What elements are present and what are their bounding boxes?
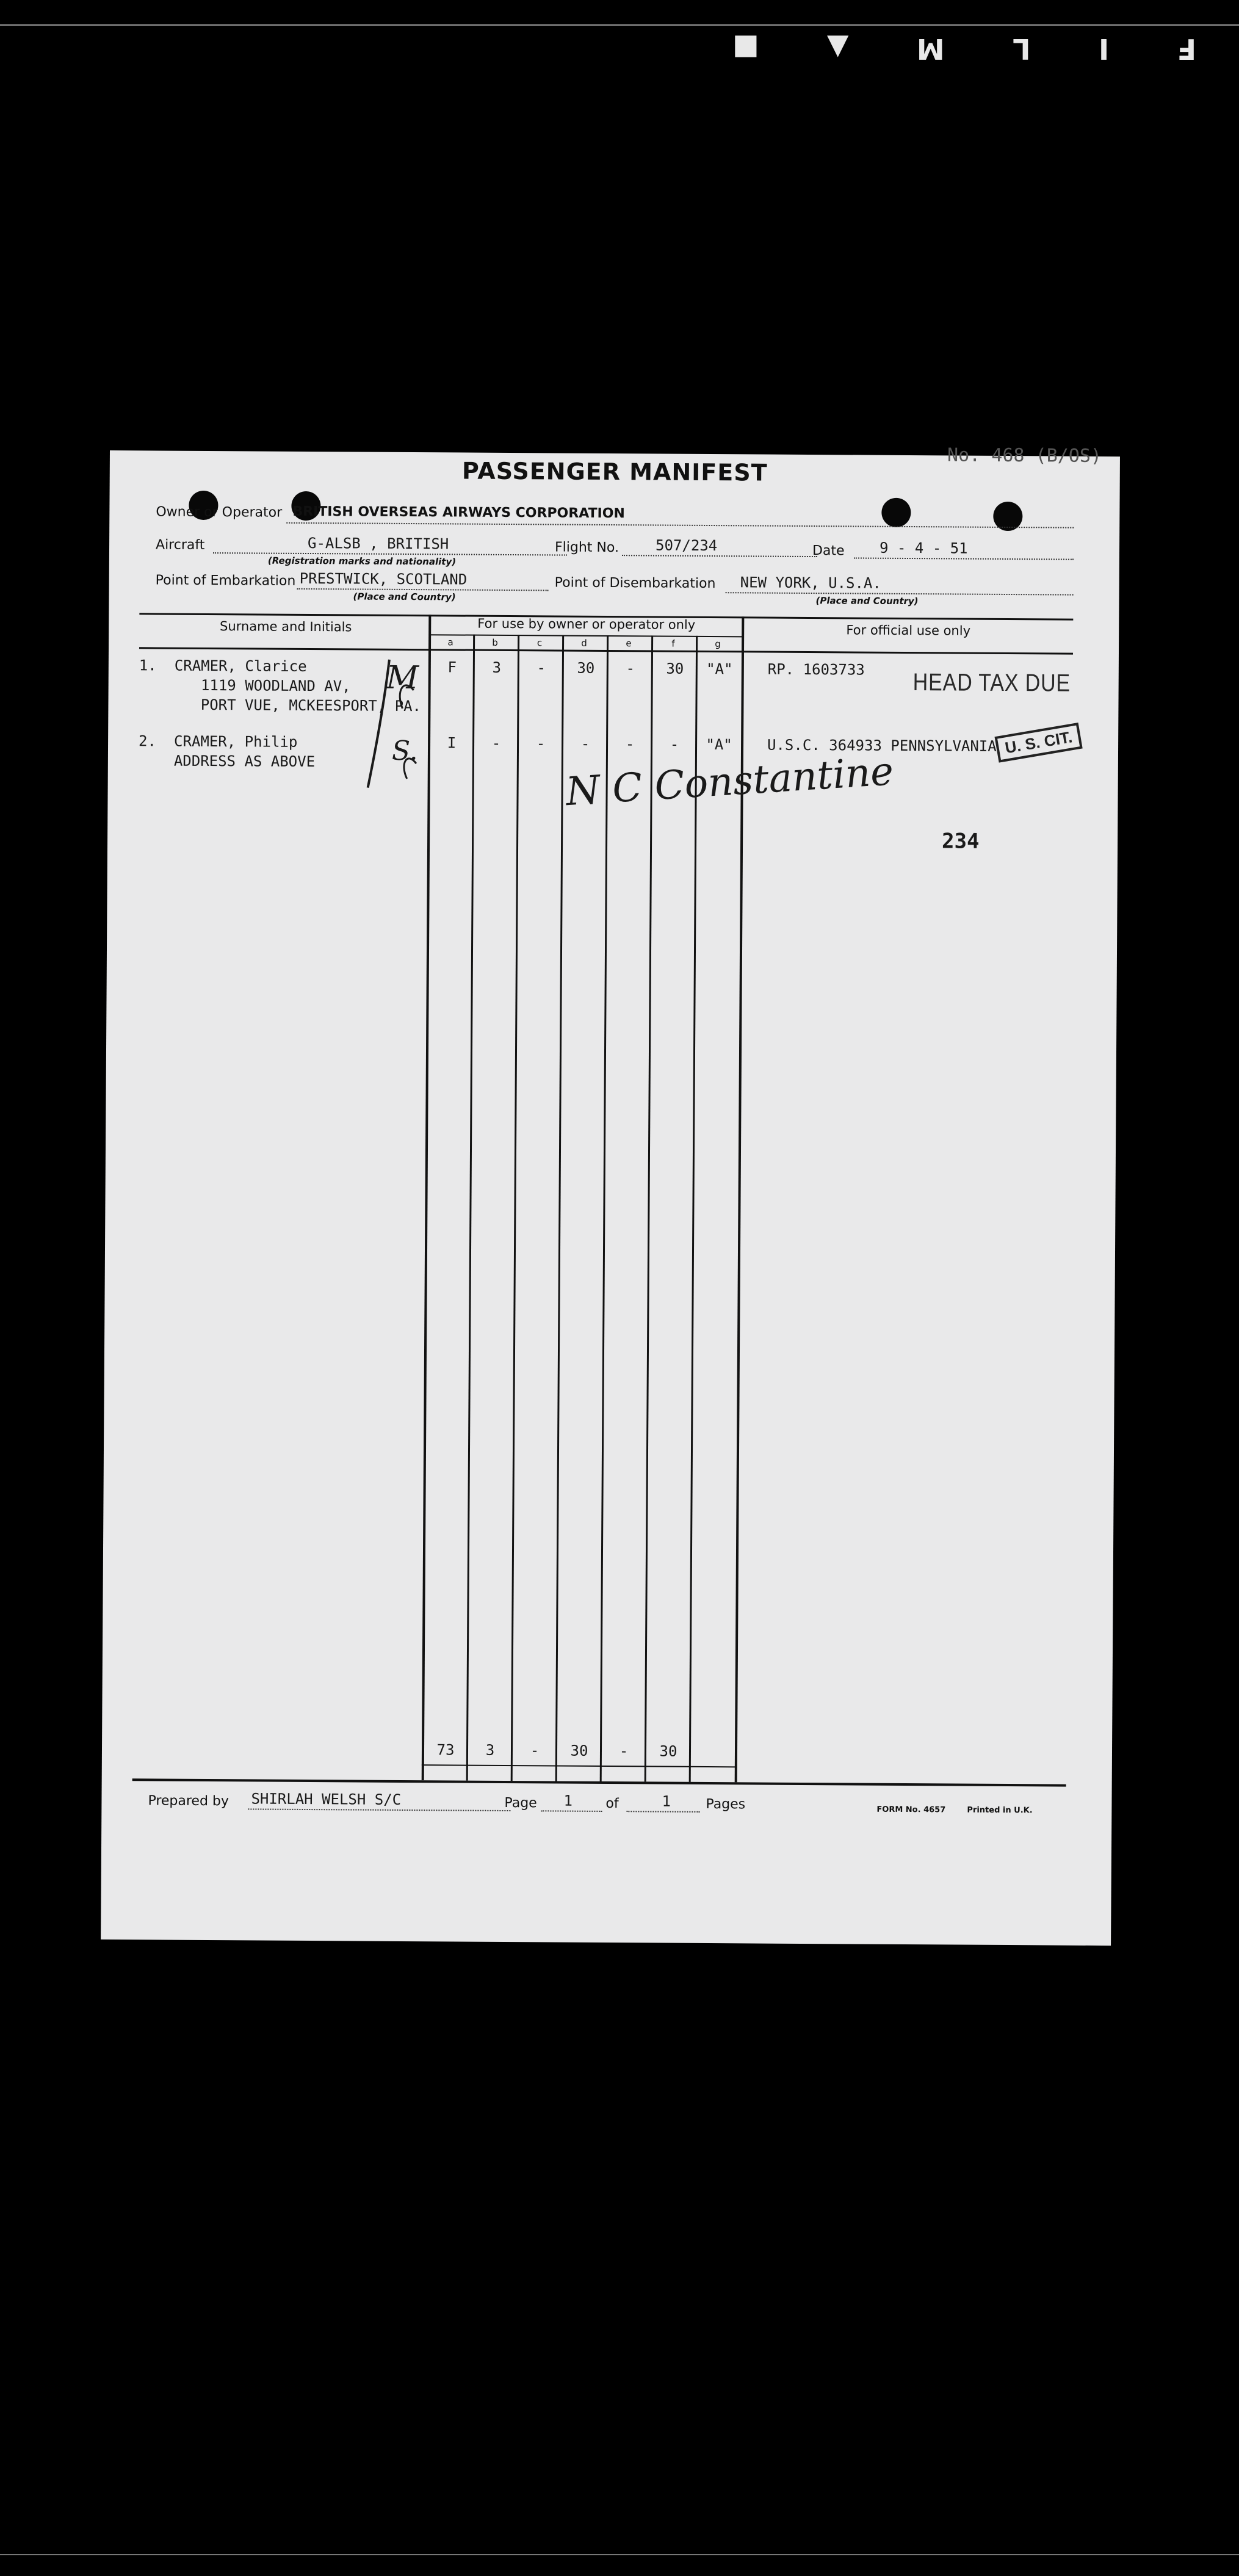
- us-citizen-stamp: U. S. CIT.: [994, 723, 1082, 763]
- column-letter-g: g: [715, 638, 721, 650]
- page-title: PASSENGER MANIFEST: [461, 457, 768, 486]
- owner-value: BRITISH OVERSEAS AIRWAYS CORPORATION: [292, 503, 625, 522]
- flight-underline: [622, 555, 817, 557]
- table-cell: -: [670, 735, 679, 753]
- passenger-address-line: ADDRESS AS ABOVE: [173, 752, 316, 771]
- flight-label: Flight No.: [554, 539, 620, 556]
- table-cell: F: [447, 658, 457, 676]
- film-bottom-edge: [0, 2554, 1239, 2555]
- film-label: [732, 31, 1196, 67]
- embarkation-label: Point of Embarkation: [155, 572, 296, 589]
- prepared-underline: [248, 1808, 510, 1811]
- table-bottom-rule: [132, 1778, 1066, 1786]
- handwritten-bracket: [346, 653, 420, 794]
- table-cell: 3: [492, 658, 502, 676]
- table-cell: -: [536, 735, 546, 752]
- handwritten-mark: M: [386, 659, 419, 697]
- table-cell: -: [491, 734, 501, 752]
- film-letter: L: [1013, 32, 1031, 65]
- form-number: FORM No. 4657: [876, 1805, 946, 1815]
- column-header-name: Surname and Initials: [219, 619, 352, 635]
- owner-label: Owner or Operator: [156, 504, 283, 521]
- column-rule: [689, 636, 698, 1782]
- table-cell: "A": [706, 660, 733, 678]
- disembarkation-label: Point of Disembarkation: [554, 575, 716, 592]
- of-underline: [626, 1811, 699, 1813]
- total-cell: 3: [485, 1741, 495, 1759]
- film-letter: I: [1098, 32, 1110, 65]
- passenger-name-line: CRAMER, Clarice: [174, 657, 307, 675]
- film-letter: ■: [732, 32, 759, 65]
- aircraft-note: (Registration marks and nationality): [267, 555, 457, 568]
- film-letter: M: [916, 32, 945, 65]
- aircraft-label: Aircraft: [155, 537, 205, 553]
- page-value: 1: [563, 1792, 573, 1809]
- total-cell: -: [530, 1742, 540, 1759]
- table-cell: -: [536, 659, 546, 677]
- table-cell: -: [626, 660, 635, 677]
- table-cell: -: [625, 735, 635, 753]
- film-letter: F: [1177, 32, 1196, 65]
- prepared-by-label: Prepared by: [148, 1793, 229, 1809]
- column-header-operator: For use by owner or operator only: [477, 616, 696, 632]
- manifest-document: [101, 444, 1120, 1946]
- date-value: 9 - 4 - 51: [879, 539, 968, 557]
- column-rule: [466, 635, 475, 1781]
- column-letter-d: d: [581, 637, 587, 649]
- total-cell: 30: [570, 1742, 588, 1759]
- aircraft-value: G-ALSB , BRITISH: [307, 534, 449, 553]
- embarkation-value: PRESTWICK, SCOTLAND: [299, 569, 468, 588]
- page-underline: [541, 1810, 602, 1812]
- column-letter-a: a: [447, 637, 453, 648]
- stamped-number: 234: [941, 829, 980, 854]
- column-rule: [511, 635, 519, 1781]
- owner-underline: [286, 522, 1074, 529]
- column-rule: [555, 635, 564, 1781]
- total-cell: -: [619, 1742, 629, 1760]
- table-cell: -: [580, 735, 590, 752]
- column-letter-e: e: [626, 638, 632, 649]
- table-cell: "A": [706, 735, 732, 754]
- disembarkation-value: NEW YORK, U.S.A.: [740, 574, 881, 592]
- embarkation-note: (Place and Country): [353, 591, 456, 603]
- date-underline: [854, 557, 1074, 560]
- column-letter-b: b: [492, 637, 498, 648]
- of-label: of: [605, 1796, 619, 1812]
- official-entry: U.S.C. 364933 PENNSYLVANIA: [767, 736, 997, 755]
- aircraft-underline: [213, 552, 567, 556]
- passenger-name-line: CRAMER, Philip: [174, 732, 298, 751]
- passenger-address-line: 1119 WOODLAND AV,: [174, 676, 351, 695]
- column-letter-c: c: [536, 637, 543, 649]
- disembarkation-note: (Place and Country): [815, 595, 919, 607]
- punch-hole: [881, 498, 911, 527]
- column-letter-f: f: [671, 638, 675, 649]
- flight-value: 507/234: [655, 536, 718, 555]
- printed-in: Printed in U.K.: [967, 1805, 1033, 1816]
- head-tax-stamp: HEAD TAX DUE: [912, 669, 1071, 697]
- total-cell: 30: [659, 1742, 677, 1760]
- date-label: Date: [812, 543, 845, 559]
- disembarkation-underline: [726, 592, 1074, 595]
- total-cell: 73: [436, 1741, 455, 1759]
- embarkation-underline: [297, 588, 549, 591]
- row-number: 1.: [139, 657, 157, 674]
- page-label: Page: [504, 1795, 537, 1811]
- film-letter: ▲: [827, 32, 849, 65]
- column-header-official: For official use only: [846, 622, 971, 638]
- table-cell: 30: [666, 660, 684, 677]
- row-number: 2.: [139, 732, 157, 750]
- official-entry: RP. 1603733: [767, 660, 865, 679]
- handwritten-mark: S.: [391, 735, 418, 767]
- signature: N C Constantine: [564, 749, 895, 815]
- table-cell: I: [447, 734, 457, 752]
- table-cell: 30: [577, 659, 595, 677]
- pages-label: Pages: [706, 1797, 746, 1813]
- corner-number: No. 468 (B/OS): [947, 444, 1102, 467]
- column-rule: [422, 615, 432, 1780]
- of-value: 1: [662, 1792, 671, 1810]
- passenger-address-line: PORT VUE, MCKEESPORT, PA.: [174, 696, 422, 715]
- prepared-by-value: SHIRLAH WELSH S/C: [251, 1790, 402, 1808]
